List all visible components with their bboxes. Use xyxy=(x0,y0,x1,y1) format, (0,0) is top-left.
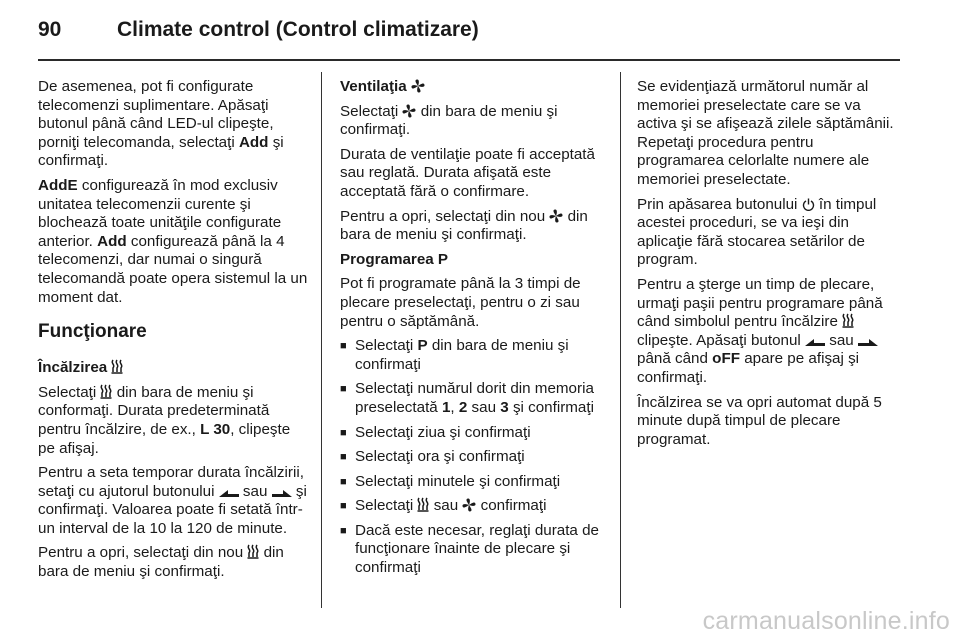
list-item: ■ Selectaţi numărul dorit din memoria preselectată 1, 2 sau 3 şi confirmaţi xyxy=(340,380,608,417)
arrow-right-icon xyxy=(272,488,292,498)
paragraph-delete: Pentru a şterge un timp de plecare, urmaţi paşii pentru programare până când simbolul pentru încălzire clipeşte. Apăsaţi butonul sau până când oFF apare pe afişaj şi confirmaţi. xyxy=(637,275,883,386)
heating-icon xyxy=(100,384,112,399)
section-title-operation: Funcţionare xyxy=(38,321,147,343)
watermark: carmanualsonline.info xyxy=(702,607,950,635)
list-item: ■ Dacă este necesar, reglaţi durata de funcţionare înainte de plecare şi confirmaţi xyxy=(340,522,608,578)
ventilation-paragraph-1: Selectaţi din bara de meniu şi confirmaţi. xyxy=(340,102,558,139)
fan-icon xyxy=(411,79,425,93)
page-header xyxy=(0,0,960,60)
paragraph-exit: Prin apăsarea butonului în timpul acestei proceduri, se va ieşi din aplicaţie fără stocarea setărilor de program. xyxy=(637,195,877,269)
heating-paragraph-2: Pentru a seta temporar durata încălzirii, setaţi cu ajutorul butonului sau şi confirmaţi. Valoarea poate fi setată într-un interval de la 10 la 120 de minute. xyxy=(38,464,307,537)
arrow-left-icon xyxy=(805,337,825,347)
list-item: ■ Selectaţi P din bara de meniu şi confirmaţi xyxy=(340,337,608,374)
heating-icon xyxy=(417,497,429,512)
fan-icon xyxy=(402,104,416,118)
heating-icon xyxy=(247,544,259,559)
fan-icon xyxy=(462,498,476,512)
heating-paragraph-3: Pentru a opri, selectaţi din nou din bara de meniu şi confirmaţi. xyxy=(38,544,284,581)
heating-icon xyxy=(842,313,854,328)
heating-paragraph-1: Selectaţi din bara de meniu şi conformaţi. Durata predeterminată pentru încălzire, de ex., L 30, clipeşte pe afişaj. xyxy=(38,383,291,457)
page-title: Climate control (Control climatizare) xyxy=(117,18,479,41)
paragraph-adde: AddE configurează în mod exclusiv unitatea telecomenzii curente şi blochează toate unităţile configurate anterior. Add configurează până la 4 telecomenzi, dar numai o singură telecomandă poate opera sistemul la un moment dat. xyxy=(38,176,308,306)
column-3 xyxy=(637,78,902,455)
column-divider-1 xyxy=(321,72,322,608)
list-item: ■ Selectaţi ziua şi confirmaţi xyxy=(340,424,608,443)
header-divider xyxy=(38,59,900,61)
arrow-right-icon xyxy=(858,337,878,347)
programming-heading: Programarea P xyxy=(340,250,449,268)
heating-heading: Încălzirea xyxy=(38,359,310,378)
page-number: 90 xyxy=(38,18,62,41)
list-item: ■ Selectaţi ora şi confirmaţi xyxy=(340,448,608,467)
column-divider-2 xyxy=(620,72,621,608)
programming-steps xyxy=(340,337,608,578)
list-item: ■ Selectaţi sau confirmaţi xyxy=(340,497,608,516)
programming-intro: Pot fi programate până la 3 timpi de plecare preselectaţi, pentru o zi sau pentru o săptămână. xyxy=(340,275,581,330)
column-2 xyxy=(340,78,608,584)
ventilation-heading: Ventilaţia xyxy=(340,78,608,97)
column-1 xyxy=(38,78,310,588)
arrow-left-icon xyxy=(219,488,239,498)
list-item: ■ Selectaţi minutele şi confirmaţi xyxy=(340,473,608,492)
power-icon xyxy=(802,198,815,211)
ventilation-paragraph-2: Durata de ventilaţie poate fi acceptată sau reglată. Durata afişată este acceptată fără o confirmare. xyxy=(340,145,595,200)
fan-icon xyxy=(549,209,563,223)
paragraph-auto-off: Încălzirea se va opri automat după 5 minute după timpul de plecare programat. xyxy=(637,393,882,448)
paragraph-next-memory: Se evidenţiază următorul număr al memoriei preselectate care se va activa şi se afişează zilele săptămânii. Repetaţi procedura pentru programarea celorlalte numere ale memoriei preselectate. xyxy=(637,78,894,188)
paragraph-add-remotes: De asemenea, pot fi configurate telecomenzi suplimentare. Apăsaţi butonul până când LED-ul clipeşte, porniţi telecomanda, selectaţi Add şi confirmaţi. xyxy=(38,78,284,170)
heating-icon xyxy=(111,359,123,374)
ventilation-paragraph-3: Pentru a opri, selectaţi din nou din bara de meniu şi confirmaţi. xyxy=(340,207,588,244)
